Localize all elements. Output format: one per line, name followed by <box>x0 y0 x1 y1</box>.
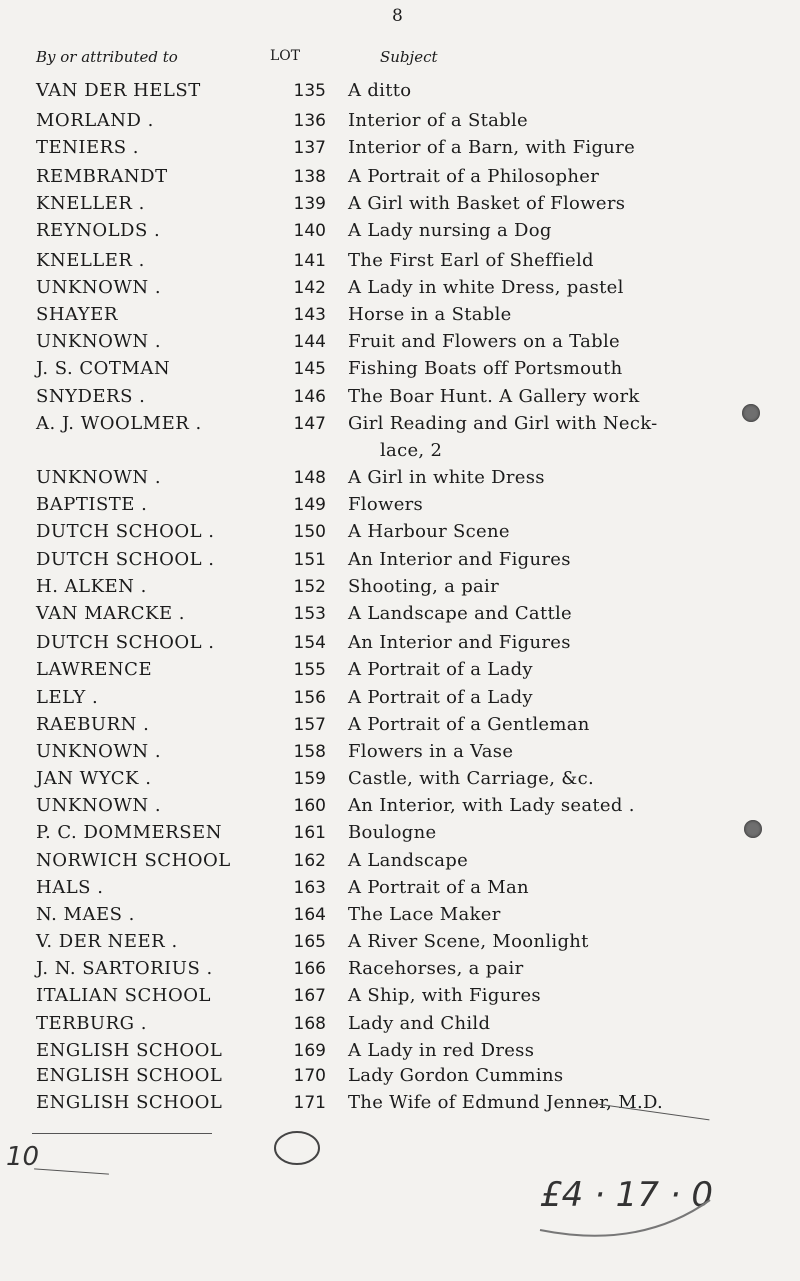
lot-number: 142 <box>293 278 326 298</box>
lot-number: 163 <box>293 878 326 898</box>
catalogue-entry <box>0 1091 800 1115</box>
catalogue-entry <box>0 276 800 300</box>
subject-title: An Interior and Figures <box>348 632 571 653</box>
annotation-underline <box>34 1168 109 1174</box>
catalogue-entry <box>0 109 800 133</box>
lot-number: 160 <box>293 796 326 816</box>
artist-name: ENGLISH SCHOOL <box>36 1065 223 1086</box>
subject-title: A ditto <box>348 80 412 101</box>
artist-name: ENGLISH SCHOOL <box>36 1040 223 1061</box>
artist-name: UNKNOWN . <box>36 277 162 298</box>
lot-number: 159 <box>293 769 326 789</box>
page-number: 8 <box>392 6 403 26</box>
catalogue-entry <box>0 903 800 927</box>
subject-title: Fishing Boats off Portsmouth <box>348 358 623 379</box>
lot-number: 162 <box>293 851 326 871</box>
artist-name: MORLAND . <box>36 110 154 131</box>
catalogue-entry <box>0 79 800 103</box>
artist-name: KNELLER . <box>36 193 145 214</box>
lot-number: 166 <box>293 959 326 979</box>
catalogue-entry <box>0 192 800 216</box>
subject-title: An Interior, with Lady seated . <box>348 795 635 816</box>
catalogue-entry <box>0 575 800 599</box>
binding-hole-icon <box>744 820 762 838</box>
catalogue-entry <box>0 466 800 490</box>
lot-number: 140 <box>293 221 326 241</box>
lot-column-header: LOT <box>270 48 301 64</box>
artist-name: VAN MARCKE . <box>36 603 186 624</box>
lot-number: 153 <box>293 604 326 624</box>
catalogue-entry <box>0 136 800 160</box>
subject-title: Interior of a Barn, with Figure <box>348 137 636 158</box>
lot-number: 136 <box>293 111 326 131</box>
subject-title: A Lady in red Dress <box>348 1040 535 1061</box>
subject-title: Flowers in a Vase <box>348 741 514 762</box>
artist-name: UNKNOWN . <box>36 741 162 762</box>
artist-name: J. N. SARTORIUS . <box>36 958 213 979</box>
catalogue-entry <box>0 1064 800 1088</box>
artist-name: KNELLER . <box>36 250 145 271</box>
lot-number: 149 <box>293 495 326 515</box>
artist-name: RAEBURN . <box>36 714 150 735</box>
lot-number: 165 <box>293 932 326 952</box>
subject-title: A Portrait of a Gentleman <box>348 714 590 735</box>
price-annotation: £4 · 17 · 0 <box>540 1175 714 1215</box>
subject-title: Flowers <box>348 494 424 515</box>
catalogue-entry <box>0 219 800 243</box>
catalogue-entry <box>0 249 800 273</box>
lot-number: 168 <box>293 1014 326 1034</box>
lot-number: 170 <box>293 1066 326 1086</box>
subject-title: lace, 2 <box>380 440 443 461</box>
artist-name: J. S. COTMAN <box>36 358 171 379</box>
lot-number: 151 <box>293 550 326 570</box>
catalogue-entry <box>0 631 800 655</box>
lot-number: 144 <box>293 332 326 352</box>
catalogue-entry <box>0 165 800 189</box>
catalogue-entry <box>0 658 800 682</box>
subject-title: Fruit and Flowers on a Table <box>348 331 620 352</box>
subject-title: A Portrait of a Lady <box>348 687 533 708</box>
artist-column-header: By or attributed to <box>36 48 178 66</box>
catalogue-entry <box>0 520 800 544</box>
subject-title: A Portrait of a Lady <box>348 659 533 680</box>
subject-column-header: Subject <box>380 48 438 66</box>
lot-number: 145 <box>293 359 326 379</box>
artist-name: HALS . <box>36 877 104 898</box>
catalogue-entry <box>0 385 800 409</box>
artist-name: LAWRENCE <box>36 659 153 680</box>
lot-number: 158 <box>293 742 326 762</box>
lot-number: 156 <box>293 688 326 708</box>
catalogue-entry <box>0 740 800 764</box>
subject-title: A Ship, with Figures <box>348 985 541 1006</box>
catalogue-entry <box>0 767 800 791</box>
catalogue-entry <box>0 1039 800 1063</box>
catalogue-entry <box>0 686 800 710</box>
annotation-strikethrough <box>32 1133 212 1134</box>
catalogue-entry <box>0 821 800 845</box>
subject-title: Interior of a Stable <box>348 110 529 131</box>
catalogue-entry <box>0 794 800 818</box>
artist-name: VAN DER HELST <box>36 80 201 101</box>
artist-name: SNYDERS . <box>36 386 146 407</box>
subject-title: Lady and Child <box>348 1013 491 1034</box>
lot-number: 150 <box>293 522 326 542</box>
subject-title: The First Earl of Sheffield <box>348 250 594 271</box>
artist-name: TERBURG . <box>36 1013 147 1034</box>
subject-title: A Portrait of a Philosopher <box>348 166 600 187</box>
lot-number: 138 <box>293 167 326 187</box>
subject-title: A Landscape <box>348 850 469 871</box>
lot-number: 152 <box>293 577 326 597</box>
artist-name: P. C. DOMMERSEN <box>36 822 222 843</box>
artist-name: ENGLISH SCHOOL <box>36 1092 223 1113</box>
margin-annotation: 10 <box>6 1142 40 1172</box>
catalogue-entry <box>0 957 800 981</box>
catalogue-entry <box>0 493 800 517</box>
catalogue-entry <box>0 849 800 873</box>
lot-number: 154 <box>293 633 326 653</box>
binding-hole-icon <box>742 404 760 422</box>
lot-number: 146 <box>293 387 326 407</box>
subject-title: A Lady nursing a Dog <box>348 220 552 241</box>
lot-number: 147 <box>293 414 326 434</box>
artist-name: JAN WYCK . <box>36 768 152 789</box>
artist-name: V. DER NEER . <box>36 931 178 952</box>
artist-name: REMBRANDT <box>36 166 168 187</box>
lot-number: 141 <box>293 251 326 271</box>
artist-name: TENIERS . <box>36 137 139 158</box>
artist-name: DUTCH SCHOOL . <box>36 521 215 542</box>
subject-title: Girl Reading and Girl with Neck- <box>348 413 658 434</box>
artist-name: REYNOLDS . <box>36 220 161 241</box>
subject-title: The Lace Maker <box>348 904 501 925</box>
artist-name: ITALIAN SCHOOL <box>36 985 211 1006</box>
lot-number: 135 <box>293 81 326 101</box>
subject-title: A Portrait of a Man <box>348 877 529 898</box>
catalogue-entry <box>0 303 800 327</box>
artist-name: NORWICH SCHOOL <box>36 850 231 871</box>
subject-title: Castle, with Carriage, &c. <box>348 768 594 789</box>
artist-name: UNKNOWN . <box>36 795 162 816</box>
catalogue-entry <box>0 357 800 381</box>
artist-name: DUTCH SCHOOL . <box>36 549 215 570</box>
lot-number: 155 <box>293 660 326 680</box>
subject-title: A Harbour Scene <box>348 521 510 542</box>
catalogue-entry <box>0 1012 800 1036</box>
subject-title: A River Scene, Moonlight <box>348 931 589 952</box>
artist-name: UNKNOWN . <box>36 331 162 352</box>
catalogue-entry <box>0 984 800 1008</box>
artist-name: N. MAES . <box>36 904 135 925</box>
catalogue-entry <box>0 930 800 954</box>
subject-title: Horse in a Stable <box>348 304 512 325</box>
artist-name: BAPTISTE . <box>36 494 148 515</box>
subject-title: Boulogne <box>348 822 437 843</box>
catalogue-entry <box>0 412 800 436</box>
lot-number: 143 <box>293 305 326 325</box>
subject-title: The Wife of Edmund Jenner, M.D. <box>348 1092 664 1113</box>
catalogue-entry <box>0 602 800 626</box>
catalogue-entry <box>0 548 800 572</box>
artist-name: A. J. WOOLMER . <box>36 413 202 434</box>
artist-name: UNKNOWN . <box>36 467 162 488</box>
subject-title: A Landscape and Cattle <box>348 603 573 624</box>
lot-number: 164 <box>293 905 326 925</box>
subject-title: Shooting, a pair <box>348 576 500 597</box>
subject-title: A Girl in white Dress <box>348 467 545 488</box>
subject-title: A Lady in white Dress, pastel <box>348 277 624 298</box>
lot-number: 167 <box>293 986 326 1006</box>
catalogue-entry <box>0 713 800 737</box>
lot-number: 139 <box>293 194 326 214</box>
subject-title: Lady Gordon Cummins <box>348 1065 564 1086</box>
lot-number: 169 <box>293 1041 326 1061</box>
artist-name: DUTCH SCHOOL . <box>36 632 215 653</box>
catalogue-entry <box>0 876 800 900</box>
artist-name: H. ALKEN . <box>36 576 147 597</box>
lot-number: 157 <box>293 715 326 735</box>
lot-number: 171 <box>293 1093 326 1113</box>
subject-title: A Girl with Basket of Flowers <box>348 193 626 214</box>
lot-number: 137 <box>293 138 326 158</box>
catalogue-entry <box>0 330 800 354</box>
artist-name: SHAYER <box>36 304 118 325</box>
artist-name: LELY . <box>36 687 99 708</box>
catalogue-entry <box>0 439 800 463</box>
subject-title: An Interior and Figures <box>348 549 571 570</box>
lot-number: 148 <box>293 468 326 488</box>
lot-number: 161 <box>293 823 326 843</box>
subject-title: Racehorses, a pair <box>348 958 524 979</box>
subject-title: The Boar Hunt. A Gallery work <box>348 386 640 407</box>
